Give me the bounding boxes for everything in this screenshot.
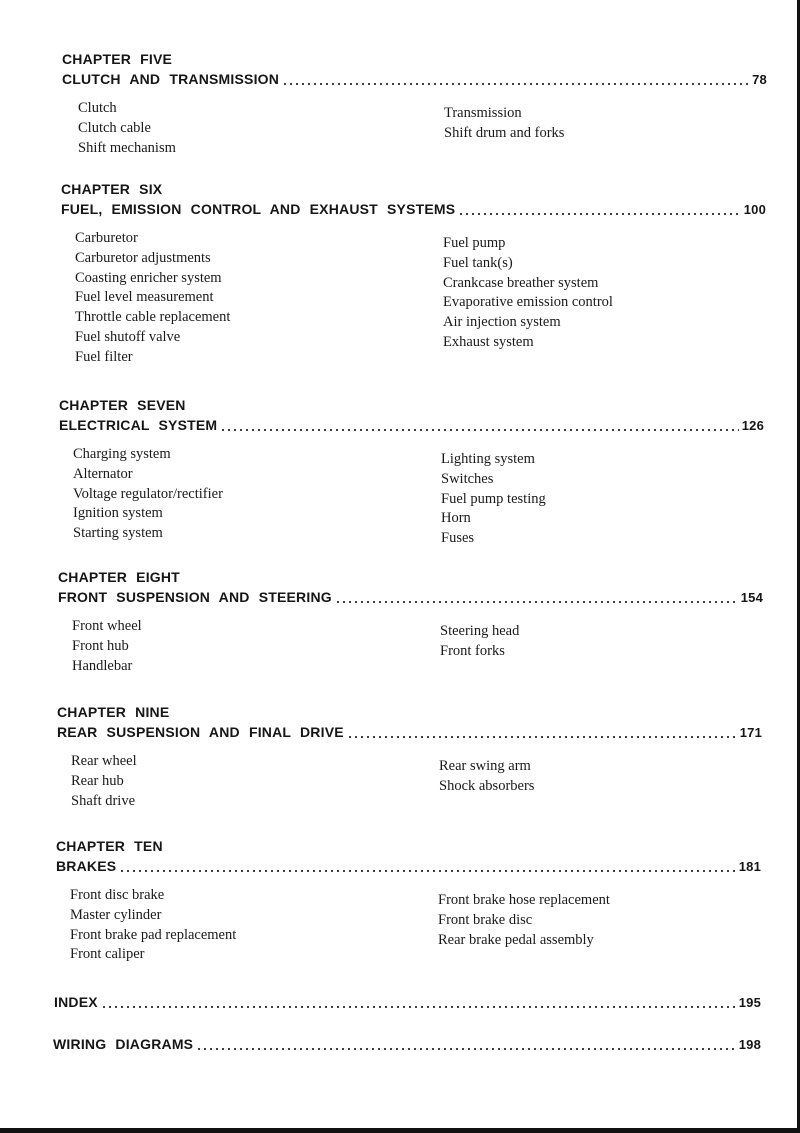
topic-item: Fuel filter (75, 348, 133, 365)
page-number: 198 (738, 1037, 761, 1052)
wiring-diagrams-entry (53, 1034, 761, 1054)
chapter-label: CHAPTER EIGHT (58, 569, 180, 585)
topic-item: Clutch cable (78, 119, 151, 136)
topic-item: Voltage regulator/rectifier (73, 485, 223, 502)
topic-item: Front brake pad replacement (70, 926, 237, 943)
topic-item: Front brake hose replacement (438, 892, 610, 908)
topic-item: Shift drum and forks (444, 124, 565, 141)
topic-item: Rear swing arm (439, 758, 531, 774)
dot-leader (101, 1006, 736, 1008)
page-number: 154 (740, 590, 763, 605)
right-topic-list (439, 757, 534, 797)
chapter-title: ELECTRICAL SYSTEM (59, 417, 218, 433)
page-number: 181 (738, 859, 761, 874)
left-topic-list (78, 99, 176, 158)
chapter-title-row (58, 587, 763, 607)
dot-leader (220, 429, 738, 431)
left-topic-list (75, 229, 230, 368)
chapter-five-section (62, 50, 767, 156)
wiring-title-row (53, 1034, 761, 1054)
topic-item: Lighting system (441, 451, 535, 467)
topic-item: Fuel pump (443, 235, 506, 251)
index-entry (54, 992, 761, 1012)
chapter-label: CHAPTER SIX (61, 181, 163, 197)
left-topic-list (73, 445, 223, 544)
topic-item: Horn (441, 510, 471, 527)
index-title: INDEX (54, 994, 98, 1010)
topic-item: Front disc brake (70, 887, 165, 903)
topic-item: Air injection system (443, 314, 561, 331)
topic-item: Starting system (73, 525, 163, 542)
topic-item: Charging system (73, 446, 171, 462)
dot-leader (196, 1048, 735, 1050)
wiring-diagrams-title: WIRING DIAGRAMS (53, 1036, 194, 1052)
chapter-title: REAR SUSPENSION AND FINAL DRIVE (57, 724, 344, 740)
left-topic-list (70, 886, 236, 965)
chapter-title: CLUTCH AND TRANSMISSION (62, 71, 280, 87)
topic-item: Rear wheel (71, 753, 137, 769)
topic-item: Shock absorbers (439, 777, 535, 794)
chapter-label: CHAPTER TEN (56, 838, 163, 854)
topic-item: Front wheel (72, 618, 142, 634)
topic-item: Crankcase breather system (443, 274, 599, 291)
topic-item: Evaporative emission control (443, 294, 613, 311)
chapter-title: FUEL, EMISSION CONTROL AND EXHAUST SYSTEMS (61, 201, 456, 217)
topic-item: Fuses (441, 530, 475, 547)
topic-item: Transmission (444, 105, 522, 121)
topic-item: Carburetor adjustments (75, 249, 211, 266)
chapter-ten-section (56, 837, 761, 963)
topic-item: Coasting enricher system (75, 269, 222, 286)
page-number: 100 (743, 202, 766, 217)
dot-leader (347, 736, 737, 738)
topic-item: Exhaust system (443, 333, 534, 350)
topic-item: Rear hub (71, 772, 124, 789)
page-number: 78 (752, 72, 767, 87)
topic-item: Fuel tank(s) (443, 254, 513, 271)
chapter-title: FRONT SUSPENSION AND STEERING (58, 589, 332, 605)
chapter-nine-section (57, 703, 762, 809)
topic-item: Front hub (72, 637, 129, 654)
page-number: 126 (741, 418, 764, 433)
chapter-eight-section (58, 568, 763, 674)
topic-item: Switches (441, 470, 494, 487)
topic-item: Shaft drive (71, 792, 136, 809)
chapter-title-row (59, 415, 764, 435)
topic-item: Master cylinder (70, 906, 162, 923)
topic-item: Clutch (78, 100, 117, 116)
right-topic-list (441, 450, 546, 549)
dot-leader (335, 601, 738, 603)
left-topic-list (71, 752, 137, 811)
right-topic-list (438, 891, 610, 950)
chapter-label: CHAPTER FIVE (62, 51, 173, 67)
chapter-label: CHAPTER SEVEN (59, 397, 186, 413)
right-topic-list (443, 234, 613, 353)
right-topic-list (444, 104, 564, 144)
topic-item: Fuel shutoff valve (75, 328, 181, 345)
page-number: 195 (738, 995, 761, 1010)
index-title-row (54, 992, 761, 1012)
topic-item: Front forks (440, 642, 505, 659)
chapter-title: BRAKES (56, 858, 117, 874)
dot-leader (458, 213, 740, 215)
topic-item: Throttle cable replacement (75, 309, 231, 326)
topic-item: Fuel pump testing (441, 490, 546, 507)
topic-item: Handlebar (72, 657, 133, 674)
dot-leader (282, 83, 749, 85)
chapter-seven-section (59, 396, 764, 547)
dot-leader (119, 870, 735, 872)
chapter-title-row (62, 69, 767, 89)
chapter-title-row (57, 722, 762, 742)
topic-item: Rear brake pedal assembly (438, 931, 594, 948)
left-topic-list (72, 617, 142, 676)
topic-item: Steering head (440, 623, 520, 639)
topic-item: Ignition system (73, 505, 163, 522)
topic-item: Front brake disc (438, 911, 533, 928)
right-topic-list (440, 622, 519, 662)
chapter-title-row (56, 856, 761, 876)
topic-item: Fuel level measurement (75, 289, 214, 306)
topic-item: Alternator (73, 465, 133, 482)
page-number: 171 (739, 725, 762, 740)
topic-item: Front caliper (70, 946, 145, 963)
topic-item: Shift mechanism (78, 139, 176, 156)
chapter-six-section (61, 180, 766, 365)
topic-item: Carburetor (75, 230, 138, 246)
chapter-title-row (61, 199, 766, 219)
chapter-label: CHAPTER NINE (57, 704, 170, 720)
